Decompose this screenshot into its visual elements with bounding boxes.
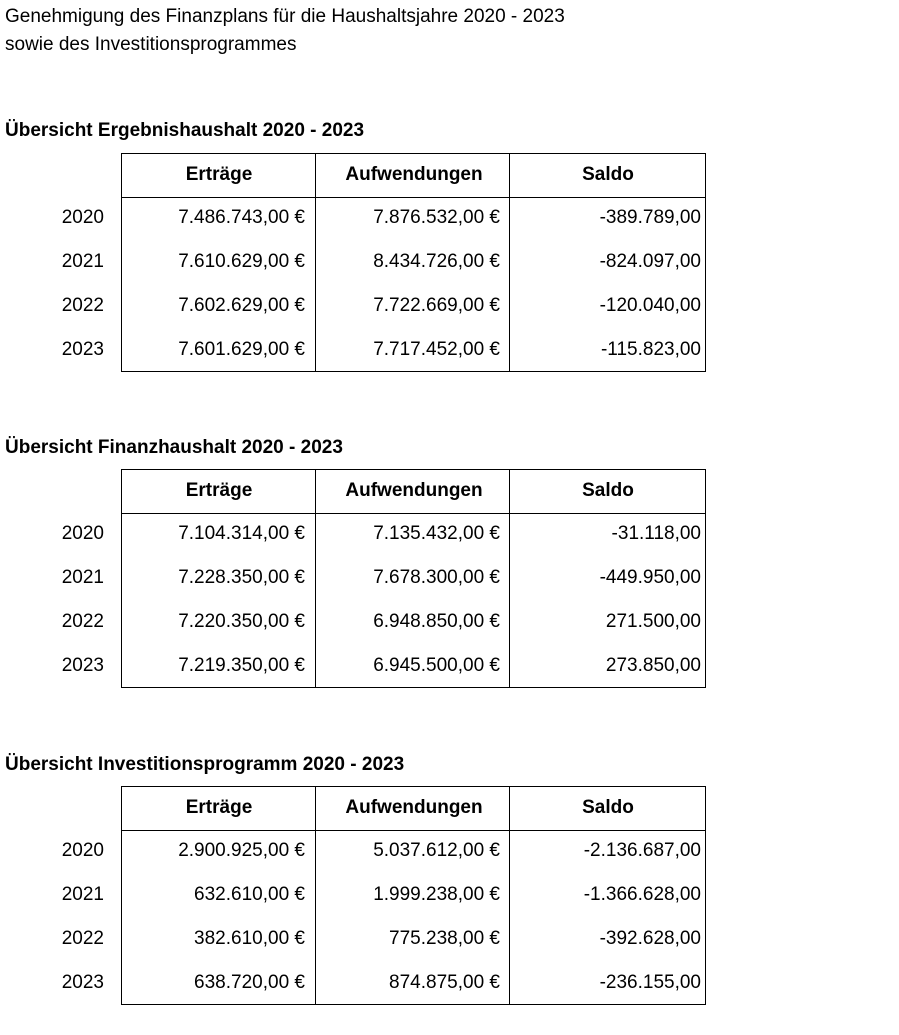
section-title-ergebnishaushalt: Übersicht Ergebnishaushalt 2020 - 2023 <box>5 120 365 141</box>
table-row <box>0 196 899 240</box>
table-row <box>0 917 899 961</box>
column-header-aufwendungen: Aufwendungen <box>345 797 483 818</box>
cell-saldo: -389.789,00 <box>599 207 701 228</box>
column-header-saldo: Saldo <box>582 797 634 818</box>
cell-saldo: -31.118,00 <box>611 523 701 544</box>
cell-ertraege: 7.602.629,00 € <box>178 295 305 316</box>
table-row <box>0 512 899 556</box>
row-year: 2022 <box>61 611 104 632</box>
cell-aufwendungen: 7.678.300,00 € <box>373 567 500 588</box>
cell-saldo: -115.823,00 <box>600 339 701 360</box>
column-header-ertraege: Erträge <box>185 797 253 818</box>
cell-ertraege: 7.228.350,00 € <box>178 567 305 588</box>
row-year: 2022 <box>61 295 104 316</box>
cell-ertraege: 632.610,00 € <box>194 884 305 905</box>
cell-saldo: -824.097,00 <box>599 251 701 272</box>
cell-aufwendungen: 8.434.726,00 € <box>373 251 500 272</box>
cell-ertraege: 7.220.350,00 € <box>178 611 305 632</box>
column-header-saldo: Saldo <box>582 164 634 185</box>
cell-ertraege: 2.900.925,00 € <box>178 840 305 861</box>
column-header-aufwendungen: Aufwendungen <box>345 164 483 185</box>
table-row <box>0 873 899 917</box>
row-year: 2020 <box>61 207 104 228</box>
row-year: 2020 <box>61 523 104 544</box>
document-title-line-2: sowie des Investitionsprogrammes <box>5 34 297 55</box>
cell-saldo: -120.040,00 <box>599 295 701 316</box>
cell-aufwendungen: 7.722.669,00 € <box>373 295 500 316</box>
row-year: 2023 <box>61 655 104 676</box>
table-row <box>0 556 899 600</box>
document-title <box>5 3 565 59</box>
document-title-line-1: Genehmigung des Finanzplans für die Haushaltsjahre 2020 - 2023 <box>5 6 565 27</box>
section-title-investitionsprogramm: Übersicht Investitionsprogramm 2020 - 2023 <box>5 754 405 775</box>
cell-saldo: -449.950,00 <box>599 567 701 588</box>
cell-aufwendungen: 1.999.238,00 € <box>373 884 500 905</box>
row-year: 2023 <box>61 972 104 993</box>
table-row <box>0 328 899 372</box>
row-year: 2020 <box>61 840 104 861</box>
column-header-saldo: Saldo <box>582 480 634 501</box>
cell-saldo: 271.500,00 <box>605 611 701 632</box>
row-year: 2023 <box>61 339 104 360</box>
cell-ertraege: 7.610.629,00 € <box>178 251 305 272</box>
column-header-ertraege: Erträge <box>185 480 253 501</box>
row-year: 2021 <box>61 251 104 272</box>
row-year: 2022 <box>61 928 104 949</box>
cell-saldo: -2.136.687,00 <box>583 840 701 861</box>
cell-aufwendungen: 7.717.452,00 € <box>373 339 500 360</box>
cell-ertraege: 7.486.743,00 € <box>178 207 305 228</box>
column-header-aufwendungen: Aufwendungen <box>345 480 483 501</box>
row-year: 2021 <box>61 567 104 588</box>
cell-aufwendungen: 6.948.850,00 € <box>373 611 500 632</box>
cell-ertraege: 7.219.350,00 € <box>178 655 305 676</box>
cell-saldo: -236.155,00 <box>599 972 701 993</box>
cell-aufwendungen: 874.875,00 € <box>389 972 500 993</box>
cell-ertraege: 638.720,00 € <box>194 972 305 993</box>
cell-aufwendungen: 5.037.612,00 € <box>373 840 500 861</box>
cell-aufwendungen: 7.876.532,00 € <box>373 207 500 228</box>
cell-saldo: -1.366.628,00 <box>583 884 701 905</box>
cell-aufwendungen: 6.945.500,00 € <box>373 655 500 676</box>
cell-aufwendungen: 775.238,00 € <box>389 928 500 949</box>
column-header-ertraege: Erträge <box>185 164 253 185</box>
table-row <box>0 644 899 688</box>
cell-saldo: 273.850,00 <box>605 655 701 676</box>
row-year: 2021 <box>61 884 104 905</box>
table-row <box>0 829 899 873</box>
table-row <box>0 284 899 328</box>
table-row <box>0 240 899 284</box>
table-row <box>0 600 899 644</box>
cell-ertraege: 7.601.629,00 € <box>178 339 305 360</box>
cell-ertraege: 7.104.314,00 € <box>178 523 305 544</box>
table-row <box>0 961 899 1005</box>
section-title-finanzhaushalt: Übersicht Finanzhaushalt 2020 - 2023 <box>5 437 343 458</box>
cell-ertraege: 382.610,00 € <box>194 928 305 949</box>
cell-aufwendungen: 7.135.432,00 € <box>373 523 500 544</box>
cell-saldo: -392.628,00 <box>599 928 701 949</box>
